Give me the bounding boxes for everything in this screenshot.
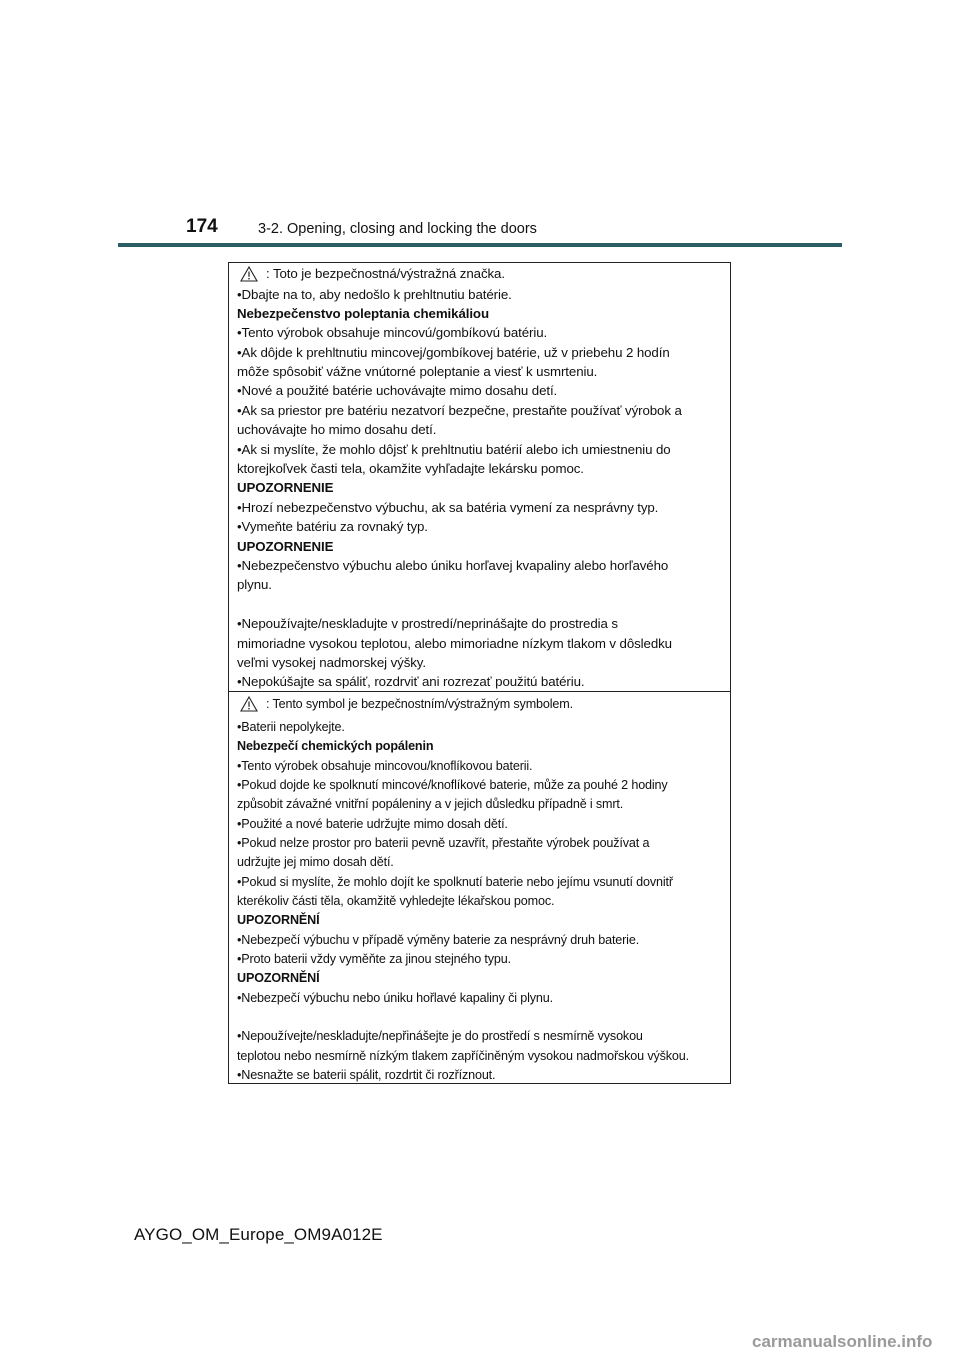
document-code: AYGO_OM_Europe_OM9A012E: [134, 1225, 383, 1244]
warning-symbol-line: [237, 266, 505, 282]
text-heading: UPOZORNĚNÍ: [237, 913, 320, 927]
text-heading: UPOZORNENIE: [237, 480, 334, 495]
warning-triangle-icon: [240, 266, 258, 282]
warning-panel-slovak: [229, 263, 730, 692]
text-line: •Nebezpečí výbuchu nebo úniku hořlavé kapaliny či plynu.: [237, 991, 553, 1005]
text-line: teplotou nebo nesmírně nízkým tlakem zapříčiněným vysokou nadmořskou výškou.: [237, 1049, 689, 1063]
warning-symbol-line: [237, 696, 573, 712]
text-line: •Pokud dojde ke spolknutí mincové/knoflíkové baterie, může za pouhé 2 hodiny: [237, 778, 668, 792]
text-line: plynu.: [237, 577, 272, 592]
text-line: •Hrozí nebezpečenstvo výbuchu, ak sa batéria vymení za nesprávny typ.: [237, 500, 659, 515]
page-number: 174: [186, 216, 218, 237]
text-line: uchovávajte ho mimo dosahu detí.: [237, 422, 437, 437]
text-line: •Nepoužívajte/neskladujte v prostredí/neprinášajte do prostredia s: [237, 616, 618, 631]
warning-symbol-text: : Toto je bezpečnostná/výstražná značka.: [266, 266, 505, 281]
text-heading: UPOZORNENIE: [237, 539, 334, 554]
text-line: •Vymeňte batériu za rovnaký typ.: [237, 519, 428, 534]
text-line: •Ak dôjde k prehltnutiu mincovej/gombíkovej batérie, už v priebehu 2 hodín: [237, 345, 670, 360]
text-line: •Ak si myslíte, že mohlo dôjsť k prehltnutiu batérií alebo ich umiestneniu do: [237, 442, 671, 457]
warning-panel-czech: [229, 692, 730, 1083]
warning-symbol-text: : Tento symbol je bezpečnostním/výstražným symbolem.: [266, 697, 573, 711]
text-line: udržujte jej mimo dosah dětí.: [237, 855, 394, 869]
text-line: •Dbajte na to, aby nedošlo k prehltnutiu batérie.: [237, 287, 512, 302]
text-line: •Nebezpečí výbuchu v případě výměny baterie za nesprávný druh baterie.: [237, 933, 640, 947]
text-line: kterékoliv části těla, okamžitě vyhledejte lékařskou pomoc.: [237, 894, 555, 908]
text-line: •Nepoužívejte/neskladujte/nepřinášejte je do prostředí s nesmírně vysokou: [237, 1029, 643, 1043]
text-line: •Použité a nové baterie udržujte mimo dosah dětí.: [237, 817, 508, 831]
text-heading: Nebezpečenstvo poleptania chemikáliou: [237, 306, 489, 321]
header-rule: [118, 243, 842, 247]
text-line: •Pokud si myslíte, že mohlo dojít ke spolknutí baterie nebo jejímu vsunutí dovnitř: [237, 875, 673, 889]
text-line: •Proto baterii vždy vyměňte za jinou stejného typu.: [237, 952, 511, 966]
text-line: môže spôsobiť vážne vnútorné poleptanie a viesť k usmrteniu.: [237, 364, 598, 379]
text-line: •Nové a použité batérie uchovávajte mimo dosahu detí.: [237, 383, 558, 398]
text-line: veľmi vysokej nadmorskej výšky.: [237, 655, 426, 670]
text-line: způsobit závažné vnitřní popáleniny a v jejich důsledku případně i smrt.: [237, 797, 624, 811]
text-line: •Baterii nepolykejte.: [237, 720, 345, 734]
text-line: mimoriadne vysokou teplotou, alebo mimoriadne nízkym tlakom v dôsledku: [237, 636, 672, 651]
text-line: •Tento výrobek obsahuje mincovou/knoflíkovou baterii.: [237, 759, 533, 773]
text-line: ktorejkoľvek časti tela, okamžite vyhľadajte lekársku pomoc.: [237, 461, 584, 476]
text-line: •Pokud nelze prostor pro baterii pevně uzavřít, přestaňte výrobek používat a: [237, 836, 650, 850]
text-line: •Nebezpečenstvo výbuchu alebo úniku horľavej kvapaliny alebo horľavého: [237, 558, 669, 573]
section-title: 3-2. Opening, closing and locking the doors: [258, 221, 537, 237]
text-heading: UPOZORNĚNÍ: [237, 971, 320, 985]
warning-triangle-icon: [240, 696, 258, 712]
text-line: •Tento výrobok obsahuje mincovú/gombíkovú batériu.: [237, 325, 548, 340]
text-line: •Ak sa priestor pre batériu nezatvorí bezpečne, prestaňte používať výrobok a: [237, 403, 682, 418]
text-heading: Nebezpečí chemických popálenin: [237, 739, 434, 753]
watermark: carmanualsonline.info: [752, 1332, 933, 1351]
text-line: •Nepokúšajte sa spáliť, rozdrviť ani rozrezať použitú batériu.: [237, 674, 585, 689]
warning-box: [228, 262, 731, 1084]
text-line: •Nesnažte se baterii spálit, rozdrtit či rozříznout.: [237, 1068, 496, 1082]
